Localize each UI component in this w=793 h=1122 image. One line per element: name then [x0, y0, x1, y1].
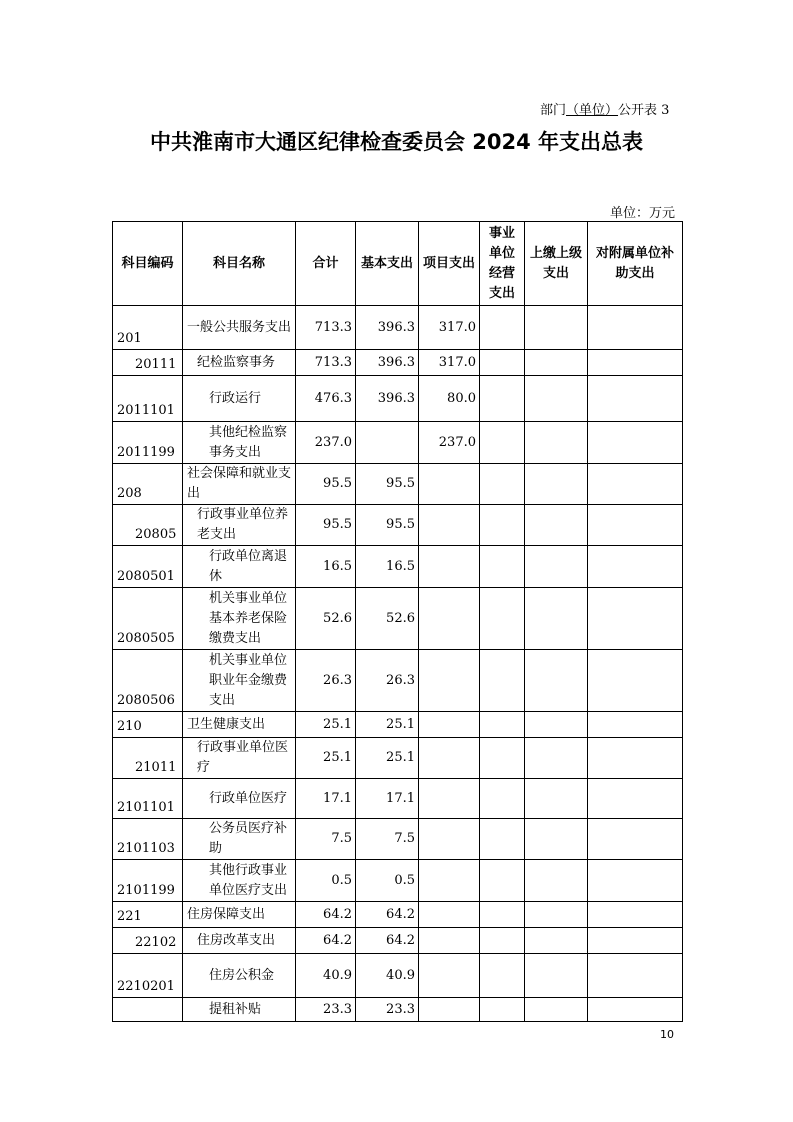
code-cell: 2101103 — [113, 819, 183, 860]
project-cell — [419, 650, 480, 712]
subsidy-cell — [588, 738, 683, 779]
table-row — [113, 738, 683, 779]
project-cell — [419, 860, 480, 902]
upper-cell — [525, 422, 588, 464]
project-cell: 317.0 — [419, 306, 480, 350]
code-cell: 2101199 — [113, 860, 183, 902]
code-cell: 208 — [113, 464, 183, 505]
project-cell — [419, 928, 480, 954]
business-cell — [480, 588, 525, 650]
code-cell: 210 — [113, 712, 183, 738]
name-cell: 行政运行 — [183, 376, 296, 422]
basic-cell: 396.3 — [356, 306, 419, 350]
note-unit: （单位） — [566, 103, 619, 118]
col-header-subsidy: 对附属单位补助支出 — [588, 222, 683, 306]
project-cell: 237.0 — [419, 422, 480, 464]
subsidy-cell — [588, 779, 683, 819]
upper-cell — [525, 712, 588, 738]
code-cell: 21011 — [113, 738, 183, 779]
total-cell: 23.3 — [296, 998, 356, 1022]
basic-cell: 25.1 — [356, 712, 419, 738]
code-cell: 2011101 — [113, 376, 183, 422]
table-row — [113, 902, 683, 928]
subsidy-cell — [588, 954, 683, 998]
basic-cell: 25.1 — [356, 738, 419, 779]
table-row — [113, 588, 683, 650]
total-cell: 713.3 — [296, 306, 356, 350]
business-cell — [480, 738, 525, 779]
upper-cell — [525, 902, 588, 928]
code-cell: 2080505 — [113, 588, 183, 650]
total-cell: 26.3 — [296, 650, 356, 712]
business-cell — [480, 860, 525, 902]
project-cell — [419, 779, 480, 819]
col-header-basic: 基本支出 — [356, 222, 419, 306]
upper-cell — [525, 738, 588, 779]
project-cell: 80.0 — [419, 376, 480, 422]
subsidy-cell — [588, 588, 683, 650]
business-cell — [480, 998, 525, 1022]
business-cell — [480, 464, 525, 505]
total-cell: 40.9 — [296, 954, 356, 998]
code-cell: 201 — [113, 306, 183, 350]
name-cell: 行政单位医疗 — [183, 779, 296, 819]
project-cell — [419, 819, 480, 860]
table-row — [113, 819, 683, 860]
table-header-row — [113, 222, 683, 306]
business-cell — [480, 819, 525, 860]
col-header-total: 合计 — [296, 222, 356, 306]
total-cell: 16.5 — [296, 546, 356, 588]
upper-cell — [525, 505, 588, 546]
subsidy-cell — [588, 422, 683, 464]
total-cell: 25.1 — [296, 738, 356, 779]
business-cell — [480, 902, 525, 928]
basic-cell: 64.2 — [356, 902, 419, 928]
basic-cell: 7.5 — [356, 819, 419, 860]
table-row — [113, 779, 683, 819]
name-cell: 住房公积金 — [183, 954, 296, 998]
business-cell — [480, 712, 525, 738]
name-cell: 一般公共服务支出 — [183, 306, 296, 350]
project-cell — [419, 998, 480, 1022]
table-row — [113, 350, 683, 376]
basic-cell: 396.3 — [356, 376, 419, 422]
subsidy-cell — [588, 376, 683, 422]
upper-cell — [525, 376, 588, 422]
col-header-project: 项目支出 — [419, 222, 480, 306]
total-cell: 64.2 — [296, 928, 356, 954]
table-row — [113, 998, 683, 1022]
business-cell — [480, 350, 525, 376]
project-cell — [419, 712, 480, 738]
table-row — [113, 505, 683, 546]
total-cell: 237.0 — [296, 422, 356, 464]
name-cell: 其他行政事业单位医疗支出 — [183, 860, 296, 902]
business-cell — [480, 306, 525, 350]
project-cell — [419, 588, 480, 650]
project-cell — [419, 738, 480, 779]
basic-cell: 396.3 — [356, 350, 419, 376]
basic-cell: 95.5 — [356, 505, 419, 546]
code-cell: 22102 — [113, 928, 183, 954]
subsidy-cell — [588, 505, 683, 546]
subsidy-cell — [588, 464, 683, 505]
unit-label: 单位：万元 — [610, 206, 676, 221]
expenditure-table — [112, 221, 683, 1022]
project-cell — [419, 954, 480, 998]
name-cell: 机关事业单位职业年金缴费支出 — [183, 650, 296, 712]
name-cell: 住房保障支出 — [183, 902, 296, 928]
note-prefix: 部门 — [540, 103, 567, 118]
upper-cell — [525, 546, 588, 588]
subsidy-cell — [588, 860, 683, 902]
basic-cell: 16.5 — [356, 546, 419, 588]
business-cell — [480, 505, 525, 546]
code-cell: 2101101 — [113, 779, 183, 819]
upper-cell — [525, 350, 588, 376]
basic-cell: 64.2 — [356, 928, 419, 954]
upper-cell — [525, 819, 588, 860]
subsidy-cell — [588, 819, 683, 860]
col-header-code: 科目编码 — [113, 222, 183, 306]
subsidy-cell — [588, 650, 683, 712]
total-cell: 95.5 — [296, 505, 356, 546]
col-header-upper: 上缴上级支出 — [525, 222, 588, 306]
upper-cell — [525, 650, 588, 712]
upper-cell — [525, 306, 588, 350]
business-cell — [480, 928, 525, 954]
table-row — [113, 422, 683, 464]
upper-cell — [525, 998, 588, 1022]
table-row — [113, 376, 683, 422]
name-cell: 行政事业单位医疗 — [183, 738, 296, 779]
code-cell — [113, 998, 183, 1022]
name-cell: 公务员医疗补助 — [183, 819, 296, 860]
subsidy-cell — [588, 546, 683, 588]
code-cell: 2080506 — [113, 650, 183, 712]
code-cell: 20111 — [113, 350, 183, 376]
upper-cell — [525, 464, 588, 505]
name-cell: 卫生健康支出 — [183, 712, 296, 738]
name-cell: 纪检监察事务 — [183, 350, 296, 376]
subsidy-cell — [588, 928, 683, 954]
upper-cell — [525, 779, 588, 819]
page-number: 10 — [660, 1028, 674, 1041]
total-cell: 713.3 — [296, 350, 356, 376]
business-cell — [480, 954, 525, 998]
total-cell: 476.3 — [296, 376, 356, 422]
project-cell: 317.0 — [419, 350, 480, 376]
total-cell: 52.6 — [296, 588, 356, 650]
code-cell: 221 — [113, 902, 183, 928]
business-cell — [480, 376, 525, 422]
code-cell: 20805 — [113, 505, 183, 546]
name-cell: 机关事业单位基本养老保险缴费支出 — [183, 588, 296, 650]
upper-cell — [525, 588, 588, 650]
total-cell: 0.5 — [296, 860, 356, 902]
total-cell: 25.1 — [296, 712, 356, 738]
name-cell: 行政单位离退休 — [183, 546, 296, 588]
table-row — [113, 860, 683, 902]
name-cell: 其他纪检监察事务支出 — [183, 422, 296, 464]
total-cell: 17.1 — [296, 779, 356, 819]
basic-cell — [356, 422, 419, 464]
code-cell: 2080501 — [113, 546, 183, 588]
table-row — [113, 954, 683, 998]
basic-cell: 17.1 — [356, 779, 419, 819]
note-suffix: 公开表 3 — [618, 103, 670, 118]
total-cell: 64.2 — [296, 902, 356, 928]
name-cell: 提租补贴 — [183, 998, 296, 1022]
basic-cell: 40.9 — [356, 954, 419, 998]
subsidy-cell — [588, 712, 683, 738]
code-cell: 2011199 — [113, 422, 183, 464]
name-cell: 住房改革支出 — [183, 928, 296, 954]
page-title: 中共淮南市大通区纪律检查委员会 2024 年支出总表 — [149, 130, 644, 154]
basic-cell: 26.3 — [356, 650, 419, 712]
col-header-business: 事业单位经营支出 — [480, 222, 525, 306]
table-row — [113, 650, 683, 712]
basic-cell: 23.3 — [356, 998, 419, 1022]
subsidy-cell — [588, 998, 683, 1022]
table-body — [113, 306, 683, 1022]
upper-cell — [525, 860, 588, 902]
business-cell — [480, 422, 525, 464]
name-cell: 社会保障和就业支出 — [183, 464, 296, 505]
total-cell: 95.5 — [296, 464, 356, 505]
project-cell — [419, 464, 480, 505]
business-cell — [480, 650, 525, 712]
table-row — [113, 546, 683, 588]
business-cell — [480, 546, 525, 588]
project-cell — [419, 902, 480, 928]
upper-cell — [525, 954, 588, 998]
table-row — [113, 712, 683, 738]
project-cell — [419, 505, 480, 546]
basic-cell: 52.6 — [356, 588, 419, 650]
basic-cell: 95.5 — [356, 464, 419, 505]
col-header-name: 科目名称 — [183, 222, 296, 306]
business-cell — [480, 779, 525, 819]
table-row — [113, 306, 683, 350]
table-row — [113, 464, 683, 505]
subsidy-cell — [588, 350, 683, 376]
table-number-note — [540, 99, 669, 118]
subsidy-cell — [588, 306, 683, 350]
basic-cell: 0.5 — [356, 860, 419, 902]
subsidy-cell — [588, 902, 683, 928]
table-row — [113, 928, 683, 954]
name-cell: 行政事业单位养老支出 — [183, 505, 296, 546]
total-cell: 7.5 — [296, 819, 356, 860]
project-cell — [419, 546, 480, 588]
upper-cell — [525, 928, 588, 954]
code-cell: 2210201 — [113, 954, 183, 998]
